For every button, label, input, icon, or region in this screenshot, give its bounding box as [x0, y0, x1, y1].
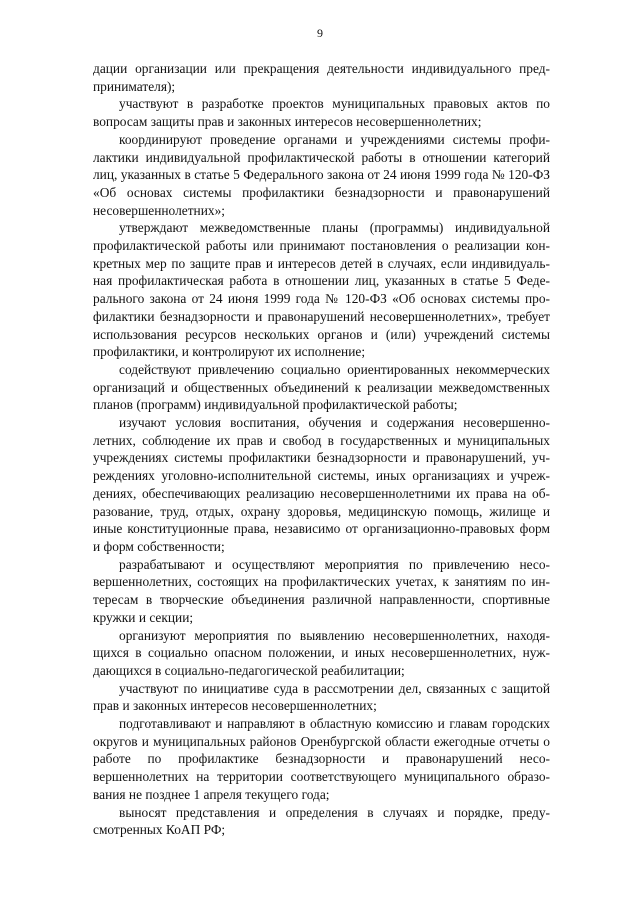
paragraph-study-conditions: изучают условия воспитания, обучения и содержания несовершеннолетних, соблюдение их прав и свобод в государственных и муниципальных учреждениях системы профилактики безнадзорности и правонарушений, учреждениях уголовно-исполнительной системы, иных организациях и учреждениях, обеспечивающих реализацию несовершеннолетними их права на образование, труд, отдых, охрану здоровья, медицинскую помощь, жилище и иные конституционные права, независимо от организационно-правовых форм и форм собственности; — [93, 415, 550, 554]
paragraph-approve-plans: утверждают межведомственные планы (программы) индивидуальной профилактической работы или принимают постановления о реализации конкретных мер по защите прав и интересов детей в случаях, если индивидуальная профилактическая работа в отношении лиц, указанных в статье 5 Федерального закона от 24 июня 1999 года № 120-ФЗ «Об основах системы профилактики безнадзорности и правонарушений несовершеннолетних», требует использования ресурсов нескольких органов и (или) учреждений системы профилактики, и контролируют их исполнение; — [93, 220, 550, 360]
paragraph-court-participation: участвуют по инициативе суда в рассмотрении дел, связанных с защитой прав и законных интересов несовершеннолетних; — [93, 680, 550, 714]
paragraph-coordinate-prevention: координируют проведение органами и учреждениями системы профилактики индивидуальной профилактической работы в отношении категорий лиц, указанных в статье 5 Федерального закона от 24 июня 1999 года № 120-ФЗ «Об основах системы профилактики безнадзорности и правонарушений несовершеннолетних»; — [93, 131, 550, 218]
paragraph-annual-reports: подготавливают и направляют в областную комиссию и главам городских округов и муниципальных районов Оренбургской области ежегодные отчеты о работе по профилактике безнадзорности и правонарушений несовершеннолетних на территории соответствующего муниципального образования не позднее 1 апреля текущего года; — [93, 716, 550, 802]
paragraph-continuation: дации организации или прекращения деятельности индивидуального предпринимателя); — [93, 61, 550, 94]
page-number: 9 — [317, 26, 323, 40]
paragraph-develop-activities: разрабатывают и осуществляют мероприятия по привлечению несовершеннолетних, состоящих на профилактических учетах, к занятиям по интересам в творческие объединения различной направленности, спортивные кружки и секции; — [93, 556, 550, 625]
paragraph-issue-submissions: выносят представления и определения в случаях и порядке, предусмотренных КоАП РФ; — [93, 804, 550, 838]
paragraph-identify-minors: организуют мероприятия по выявлению несовершеннолетних, находящихся в социально опасном положении, и иных несовершеннолетних, нуждающихся в социально-педагогической реабилитации; — [93, 627, 550, 678]
paragraph-municipal-acts: участвуют в разработке проектов муниципальных правовых актов по вопросам защиты прав и законных интересов несовершеннолетних; — [93, 96, 550, 130]
document-body — [93, 60, 550, 839]
paragraph-nonprofit-involvement: содействуют привлечению социально ориентированных некоммерческих организаций и общественных объединений к реализации межведомственных планов (программ) индивидуальной профилактической работы; — [93, 361, 550, 413]
